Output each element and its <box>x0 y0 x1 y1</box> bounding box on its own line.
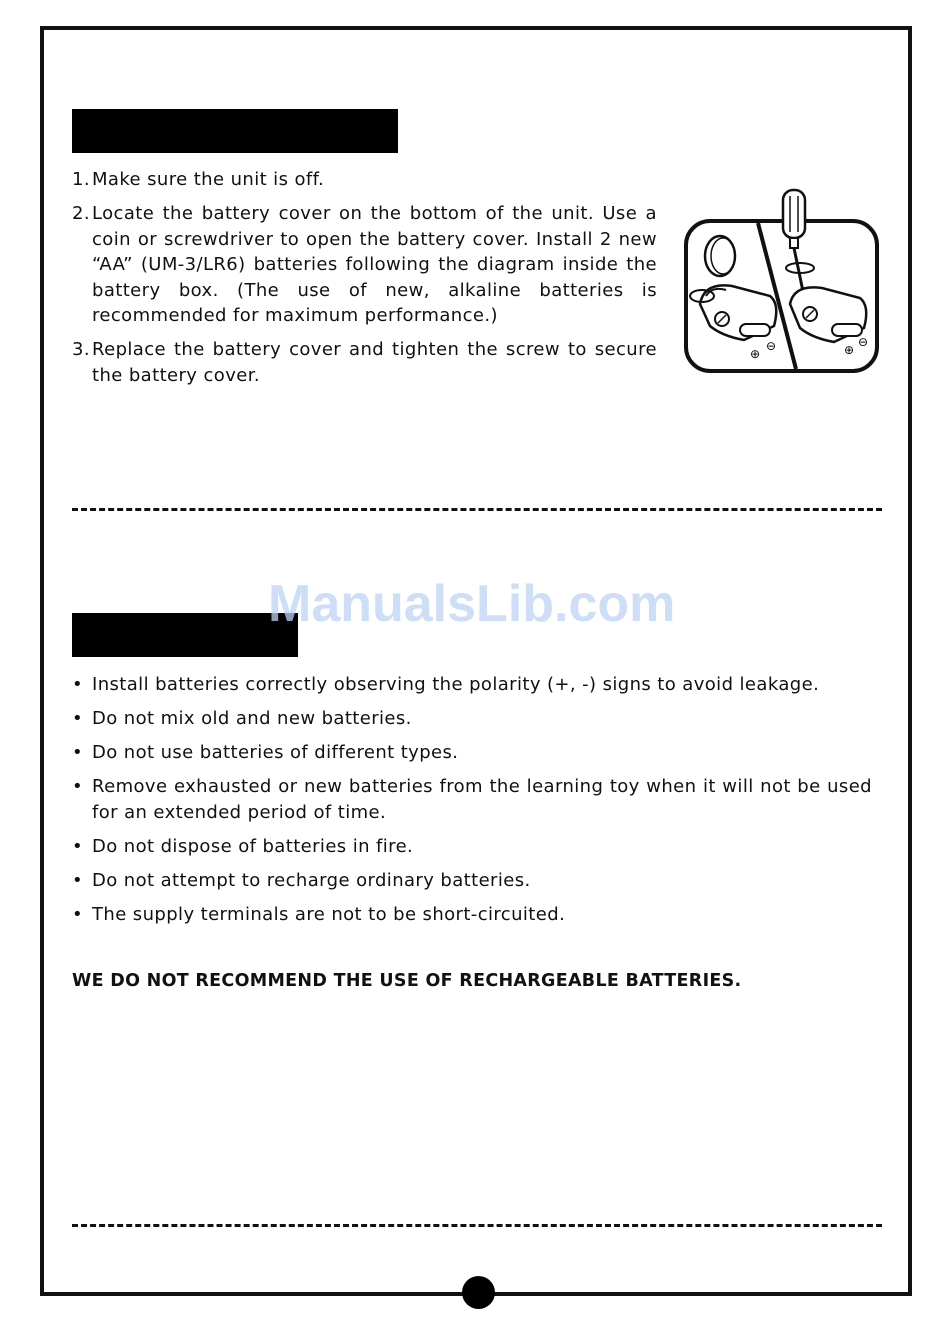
bullet: • <box>72 708 84 729</box>
notice-text: Do not dispose of batteries in fire. <box>92 835 414 857</box>
step-number: 2. <box>72 203 90 224</box>
battery-notice-header-bar <box>72 613 298 657</box>
installation-steps <box>72 167 657 397</box>
battery-notice-list <box>72 672 872 936</box>
battery-installation-header-bar <box>72 109 398 153</box>
notice-item <box>72 672 872 698</box>
watermark: ManualsLib.com <box>268 575 676 633</box>
step-text: Locate the battery cover on the bottom of the unit. Use a coin or screwdriver to open the battery cover. Install 2 new “AA” (UM-3/LR6) batteries following the diagram inside the battery box. (The use of new, alkaline batteries is recommended for maximum performance.) <box>92 203 657 326</box>
notice-text: Install batteries correctly observing the polarity (+, -) signs to avoid leakage. <box>92 674 820 695</box>
bullet: • <box>72 835 84 857</box>
bullet: • <box>72 742 84 763</box>
notice-item <box>72 774 872 825</box>
step-2 <box>72 201 657 329</box>
svg-text:⊕: ⊕ <box>750 347 761 361</box>
step-text: Make sure the unit is off. <box>92 169 325 190</box>
step-1 <box>72 167 657 193</box>
svg-text:⊕: ⊕ <box>844 343 855 357</box>
notice-item <box>72 902 872 928</box>
section-divider <box>72 508 882 511</box>
step-text: Replace the battery cover and tighten the screw to secure the battery cover. <box>92 339 657 386</box>
notice-item <box>72 740 872 766</box>
step-number: 1. <box>72 169 90 190</box>
notice-item <box>72 868 872 894</box>
bullet: • <box>72 903 84 925</box>
step-number: 3. <box>72 339 90 360</box>
page-marker-dot <box>462 1276 495 1309</box>
notice-text: Remove exhausted or new batteries from the learning toy when it will not be used for an extended period of time. <box>92 776 872 823</box>
bottom-divider <box>72 1224 882 1227</box>
bullet: • <box>72 674 84 695</box>
notice-item <box>72 706 872 732</box>
svg-text:⊖: ⊖ <box>766 339 777 353</box>
svg-text:⊖: ⊖ <box>858 335 869 349</box>
notice-text: The supply terminals are not to be short-circuited. <box>92 903 566 925</box>
bullet: • <box>72 869 84 891</box>
notice-text: Do not mix old and new batteries. <box>92 708 412 729</box>
bullet: • <box>72 776 84 797</box>
notice-item <box>72 834 872 860</box>
rechargeable-warning: WE DO NOT RECOMMEND THE USE OF RECHARGEABLE BATTERIES. <box>72 971 742 991</box>
notice-text: Do not use batteries of different types. <box>92 742 459 763</box>
battery-cover-diagram <box>682 186 882 376</box>
step-3 <box>72 337 657 388</box>
notice-text: Do not attempt to recharge ordinary batteries. <box>92 869 531 891</box>
